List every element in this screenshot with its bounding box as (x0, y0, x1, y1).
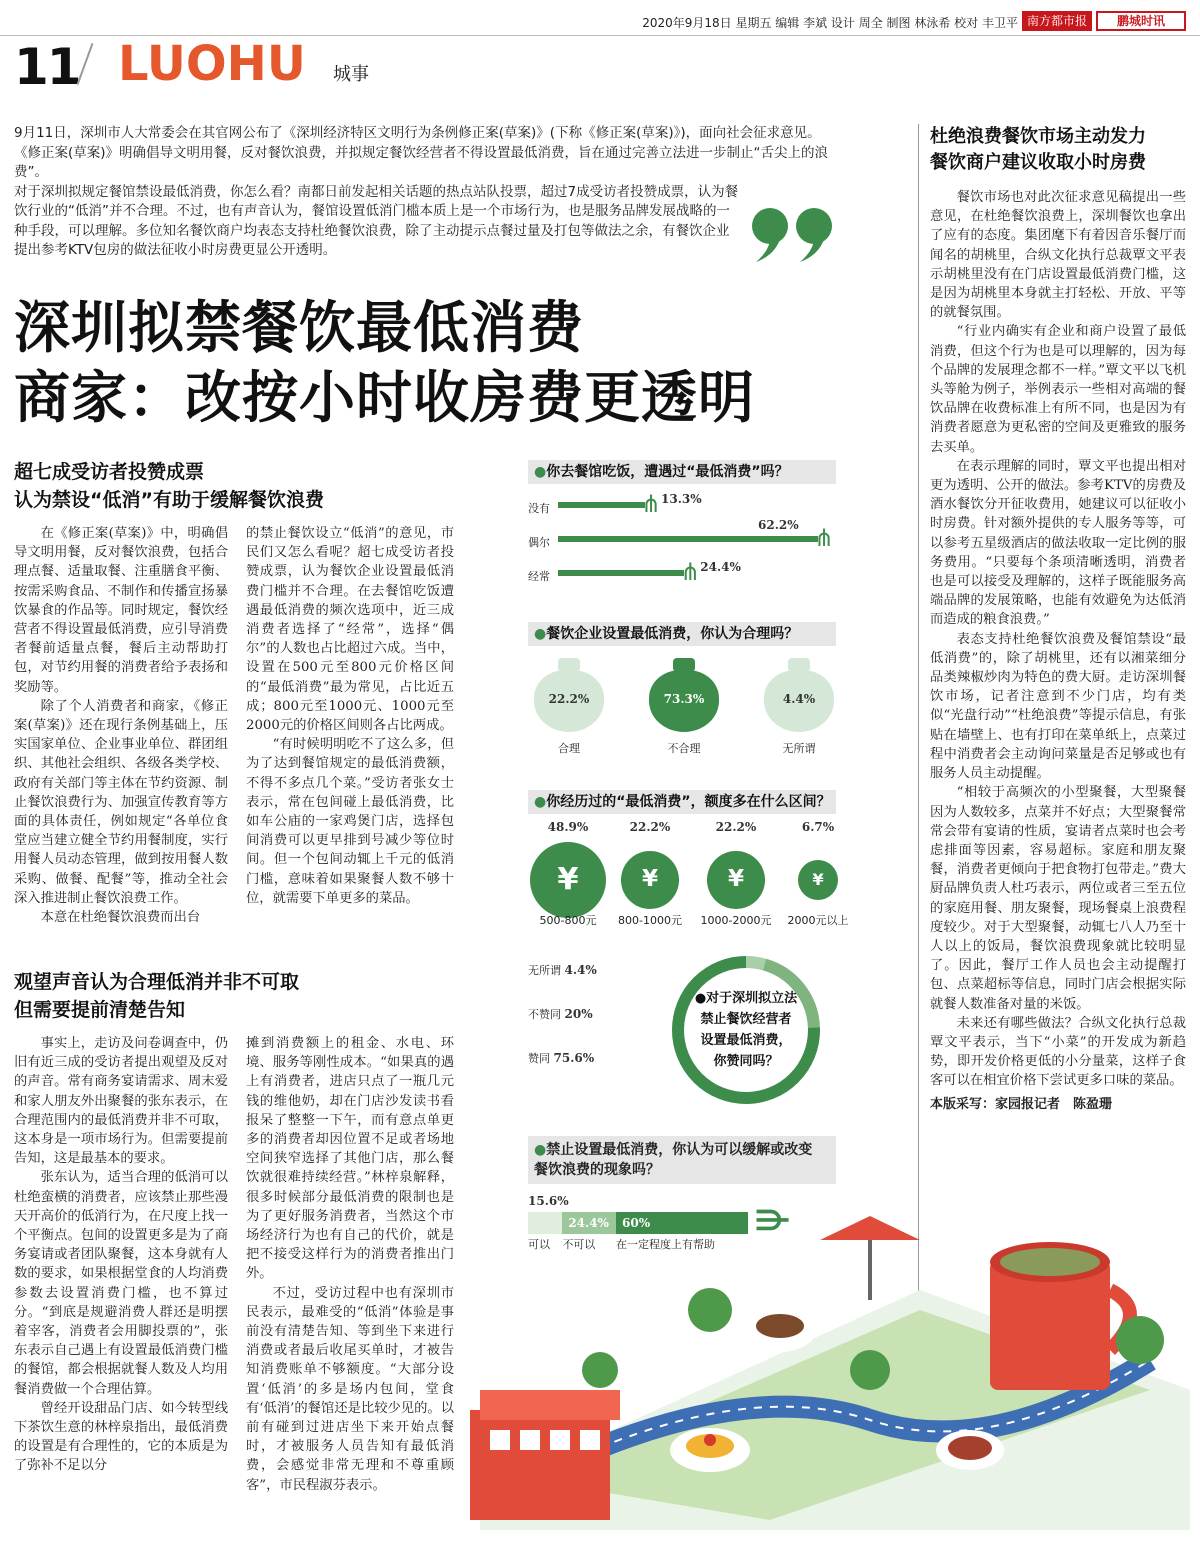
lead-paragraph: 对于深圳拟规定餐馆禁设最低消费，你怎么看？南都日前发起相关话题的热点站队投票，超过7成受访者投赞成票，认为餐饮行业的“低消”并不合理。不过，也有声音认为，餐馆设置低消门槛本质上是一个市场行为，也是服务品牌发展战略的一种手段，可以理解。多位知名餐饮商户均表态支持杜绝餐饮浪费，除了主动提示点餐过量及打包等做法之余，有餐饮企业提出参考KTV包房的做法征收小时房费更显公开透明。 (14, 183, 739, 258)
q3-label: 2000元以上 (787, 914, 849, 927)
q3-label: 1000-2000元 (700, 914, 772, 927)
q4-percent: 75.6% (553, 1051, 595, 1065)
paragraph: “相较于高频次的小型聚餐，大型聚餐因为人数较多，点菜并不好点；大型聚餐常常会带有宴请的性质，宴请者点菜时也会考虑排面等因素，容易超标。家庭和朋友聚餐，消费者更倾向于把食物打包带走。”费大厨品牌负责人杜巧表示，两位或者三至五位的家庭用餐、朋友聚餐，现场餐桌上浪费程度较少。对于大型聚餐，动辄七八人乃至十人以上的饭局，餐饮浪费现象就比较明显了。因此，餐厅工作人员也会主动提醒打包、点菜超标等信息，同时门店会根据实际就餐人数准备对量的米饭。 (930, 785, 1186, 1012)
q3-percent: 6.7% (801, 820, 835, 834)
section1-col2 (246, 524, 454, 954)
q1-bar (558, 570, 684, 576)
right-column (930, 124, 1186, 1112)
q4-label: 赞同 (528, 1052, 554, 1065)
q2-question-text: 餐饮企业设置最低消费，你认为合理吗？ (546, 626, 799, 642)
q2-question: ●餐饮企业设置最低消费，你认为合理吗？ (528, 622, 836, 646)
section2-col1 (14, 1034, 228, 1510)
byline: 本版采写：家园报记者 陈盈珊 (930, 1096, 1113, 1112)
q4-item (528, 1006, 593, 1022)
masthead-info: 2020年9月18日 星期五 编辑 李斌 设计 周全 制图 林泳希 校对 丰卫平 (642, 16, 1018, 30)
masthead-bar (0, 0, 1200, 36)
q4-question-line: 你赞同吗？ (713, 1054, 779, 1069)
city-illustration (450, 1160, 1190, 1530)
q4-question-line: 禁止餐饮经营者 (700, 1012, 792, 1027)
quote-mark-icon (748, 204, 838, 264)
yen-circle-icon: ¥ (798, 860, 839, 901)
q3-percent: 22.2% (715, 820, 757, 834)
q1-label: 经常 (528, 570, 550, 583)
yen-circle-icon: ¥ (621, 851, 679, 909)
headline-line: 商家：改按小时收房费更透明 (14, 366, 755, 431)
q3-label: 500-800元 (539, 914, 597, 927)
q2-percent: 73.3% (663, 692, 705, 706)
section2-heading (14, 968, 514, 1024)
section1-title: 超七成受访者投赞成票 (14, 461, 205, 483)
paragraph: 表态支持杜绝餐饮浪费及餐馆禁设“最低消费”的，除了胡桃里，还有以湘菜细分品类辣椒炒肉为特色的费大厨。走访深圳餐饮市场，记者注意到不少门店，均有类似“光盘行动”“杜绝浪费”等提示信息，有张贴在墙壁上、也有打印在菜单纸上，点菜过程中消费者会主动询问菜量是否足够或也有服务人员主动提醒。 (930, 631, 1186, 782)
restaurant-building-icon (470, 1410, 610, 1520)
q2-label: 合理 (558, 742, 580, 755)
paragraph: 事实上，走访及问卷调查中，仍旧有近三成的受访者提出观望及反对的声音。常有商务宴请需求、周末爱和家人朋友外出聚餐的张东表示，在合理范围内的最低消费并非不可取，这本身是一项市场行为。但需要提前告知，这是最基本的要求。 (14, 1036, 228, 1167)
q5-percent: 15.6% (528, 1194, 569, 1208)
q3-block (528, 790, 836, 814)
newspaper-logo: 南方都市报 (1022, 11, 1092, 31)
right-body (930, 188, 1186, 1091)
section2-col2 (246, 1034, 454, 1510)
section1-heading (14, 458, 514, 514)
paragraph: 的禁止餐饮设立“低消”的意见，市民们又怎么看呢？超七成受访者投赞成票，认为餐饮企业设置最低消费门槛并不合理。在去餐馆吃饭遭遇最低消费的频次选项中，近三成消费者选择了“经常”，选择“偶尔”的人数也占比超过六成。当中，设置在500元至800元价格区间的“最低消费”最为常见，占比近五成；800元至1000元、1000元至2000元的价格区间则各占比两成。 (246, 526, 454, 734)
yen-circle-icon: ¥ (707, 851, 765, 909)
q4-question-line: ●对于深圳拟立法 (694, 991, 798, 1006)
q3-question: ●你经历过的“最低消费”，额度多在什么区间？ (528, 790, 836, 814)
paragraph: 本意在杜绝餐饮浪费而出台 (40, 910, 201, 926)
paragraph: “有时候明明吃不了这么多，但为了达到餐馆规定的最低消费额，不得不多点几个菜。”受访者张女士表示，常在包间碰上最低消费，比如车公庙的一家鸡煲门店，选择包间消费可以更早排到号减少等位时间。但一个包间动辄上千元的低消门槛，意味着如果聚餐人数不够十位，就需要下单更多的菜品。 (246, 737, 454, 906)
q4-label: 无所谓 (528, 964, 565, 977)
q2-percent: 22.2% (548, 692, 590, 706)
q2-percent: 4.4% (782, 692, 816, 706)
q4-label: 不赞同 (528, 1008, 565, 1021)
lead-paragraph: 9月11日，深圳市人大常委会在其官网公布了《深圳经济特区文明行为条例修正案(草案)》(下称《修正案(草案)》)，面向社会征求意见。《修正案(草案)》明确倡导文明用餐，反对餐饮浪费，并拟规定餐饮经营者不得设置最低消费，旨在通过完善立法进一步制止“舌尖上的浪费”。 (14, 125, 829, 180)
section2-title: 观望声音认为合理低消并非不可取 (14, 971, 300, 993)
yen-circle-icon: ¥ (530, 842, 606, 918)
paragraph: 未来还有哪些做法？合纵文化执行总裁覃文平表示，当下“小菜”的开发成为新趋势，即开发价格更低的小分量菜，这样子食客可以在相宜价格下尝试更多口味的菜品。 (930, 1015, 1186, 1089)
q5-question-line: 餐饮浪费的现象吗？ (534, 1162, 660, 1178)
q1-percent: 13.3% (661, 492, 702, 506)
q3-question-text: 你经历过的“最低消费”，额度多在什么区间？ (546, 794, 831, 810)
q5-percent: 24.4% (568, 1216, 609, 1230)
fork-icon: ⋔ (641, 490, 662, 518)
main-headline (14, 294, 914, 434)
paragraph: 摊到消费额上的租金、水电、环境、服务等刚性成本。“如果真的遇上有消费者，进店只点了一瓶几元钱的维他奶，却在门店沙发读书看报呆了整整一下午，而有意点单更多的消费者却因位置不足或者场地空间狭窄选择了其他门店，那么餐饮就很难持续经营。”林梓泉解释，很多时候部分最低消费的限制也是为了更好服务消费者，当然这个市场经济行为也有自己的代价，就是把不接受这样行为的消费者推出门外。 (246, 1036, 454, 1282)
edition-logo: 鹏城时讯 (1096, 11, 1186, 31)
q2-label: 无所谓 (782, 742, 816, 755)
lead-paragraphs (14, 124, 840, 261)
q1-label: 没有 (528, 502, 550, 515)
right-title: 餐饮商户建议收取小时房费 (930, 152, 1146, 173)
q4-item (528, 962, 597, 978)
q4-chart (528, 950, 836, 1110)
page-number: 11 (14, 38, 80, 96)
q1-bar (558, 502, 645, 508)
district-title: LUOHU (118, 36, 306, 92)
umbrella-icon (820, 1216, 920, 1240)
paragraph: 在《修正案(草案)》中，明确倡导文明用餐，反对餐饮浪费，包括合理点餐、适量取餐、注重膳食平衡、按需采购食品、不制作和传播宣扬暴饮暴食的作品等。同时规定，餐饮经营者不得设置最低消费，应引导消费者餐前适量点餐，餐后主动帮助打包，对节约用餐的消费者给予表扬和奖励等。 (14, 526, 228, 695)
fork-icon: ⋔ (745, 1201, 797, 1239)
q4-question-line: 设置最低消费， (700, 1033, 792, 1048)
q4-item (528, 1050, 594, 1066)
q5-label: 可以 (528, 1238, 550, 1251)
paragraph: 张东认为，适当合理的低消可以杜绝蛮横的消费者，应该禁止那些漫天开高价的低消行为，在尺度上找一个平衡点。包间的设置更多是为了商务宴请或者团队聚餐，这本身就有人数的要求，如果根据堂食的人均消费参数去设置消费门槛，也不算过分。“到底是规避消费人群还是明摆着宰客，消费者会用脚投票的”，张东表示自己遇上有设置最低消费门槛的餐馆，都会根据就餐人数及人均用餐消费做一个合理估算。 (14, 1170, 228, 1397)
q1-question: ●你去餐馆吃饭，遭遇过“最低消费”吗？ (528, 460, 836, 484)
section2-title: 但需要提前清楚告知 (14, 999, 186, 1021)
q3-label: 800-1000元 (618, 914, 682, 927)
q1-chart (528, 490, 836, 594)
q5-label: 不可以 (562, 1238, 596, 1251)
q5-label: 在一定程度上有帮助 (616, 1238, 715, 1251)
q1-bar (558, 536, 818, 542)
q4-question (684, 988, 808, 1072)
paragraph: 餐饮市场也对此次征求意见稿提出一些意见，在杜绝餐饮浪费上，深圳餐饮也拿出了应有的态度。集团麾下有着因音乐餐厅而闻名的胡桃里，合纵文化执行总裁覃文平表示胡桃里没有在门店设置最低消费门槛，这是因为胡桃里本身就主打轻松、开放、平等的就餐氛围。 (930, 190, 1186, 321)
paragraph: 在表示理解的同时，覃文平也提出相对更为透明、公开的做法。参考KTV的房费及酒水餐饮分开征收费用，她建议可以征收小时房费。针对额外提供的专人服务等等，可以参考五星级酒店的做法收取一定比例的服务费用。“只要每个条项清晰透明，消费者也是可以接受及理解的，这样子既能服务高端品牌的发展策略，也能有效避免为达低消而造成的粮食浪费。” (930, 458, 1186, 628)
headline-line: 深圳拟禁餐饮最低消费 (14, 296, 584, 361)
q3-percent: 22.2% (629, 820, 671, 834)
q1-percent: 62.2% (758, 518, 799, 532)
paragraph: “行业内确实有企业和商户设置了最低消费，但这个行为也是可以理解的，因为每个品牌的发展理念都不一样。”覃文平以飞机头等舱为例子，举例表示一些相对高端的餐饮品牌在收费标准上有所不同，也是因为有消费者愿意为更私密的空间及更雅致的服务去买单。 (930, 324, 1186, 455)
q1-label: 偶尔 (528, 536, 550, 549)
q5-question-text: 禁止设置最低消费，你认为可以缓解或改变 (546, 1142, 813, 1158)
q1-percent: 24.4% (700, 560, 741, 574)
section1-col1 (14, 524, 228, 954)
q2-label: 不合理 (667, 742, 701, 755)
paragraph: 除了个人消费者和商家，《修正案(草案)》还在现行条例基础上，压实国家单位、企业事业单位、群团组织、其他社会组织、各级各类学校、政府有关部门等主体在节约资源、制止餐饮浪费行为、加强宣传教育等方面的具体责任，例如规定“各单位食堂应当建立健全节约用餐制度，实行用餐人员动态管理，做到按用餐人数采购、做餐、配餐”等，推动全社会深入推进制止餐饮浪费工作。 (14, 698, 228, 906)
q3-chart (528, 820, 849, 930)
paragraph: 曾经开设甜品门店、如今转型线下茶饮生意的林梓泉指出，最低消费的设置是有合理性的，它的本质是为了弥补不足以分 (14, 1400, 228, 1474)
q5-question-line: ●禁止设置最低消费，你认为可以缓解或改变 (534, 1142, 813, 1158)
q1-block (528, 460, 836, 484)
fork-icon: ⋔ (680, 558, 701, 586)
paragraph: 不过，受访过程中也有深圳市民表示，最难受的“低消”体验是事前没有清楚告知、等到坐下来进行消费或者最后收尾买单时，才被告知消费账单不够额度。“大部分设置‘低消’的多是场内包间，堂食有‘低消’的餐馆还是比较少见的。以前有碰到过进店坐下来开始点餐时，才被服务人员告知有最低消费，会感觉非常无理和不尊重顾客”，市民程淑芬表示。 (246, 1285, 454, 1493)
q3-percent: 48.9% (547, 820, 589, 834)
section-label: 城事 (333, 64, 369, 85)
q2-chart (528, 650, 836, 760)
q4-percent: 4.4% (564, 963, 597, 977)
q4-percent: 20% (564, 1007, 593, 1021)
right-title: 杜绝浪费餐饮市场主动发力 (930, 126, 1146, 147)
q5-percent: 60% (622, 1216, 651, 1230)
q2-block (528, 622, 836, 646)
q1-question-text: 你去餐馆吃饭，遭遇过“最低消费”吗？ (546, 464, 789, 480)
fork-icon: ⋔ (814, 524, 835, 552)
section1-title: 认为禁设“低消”有助于缓解餐饮浪费 (14, 489, 324, 511)
